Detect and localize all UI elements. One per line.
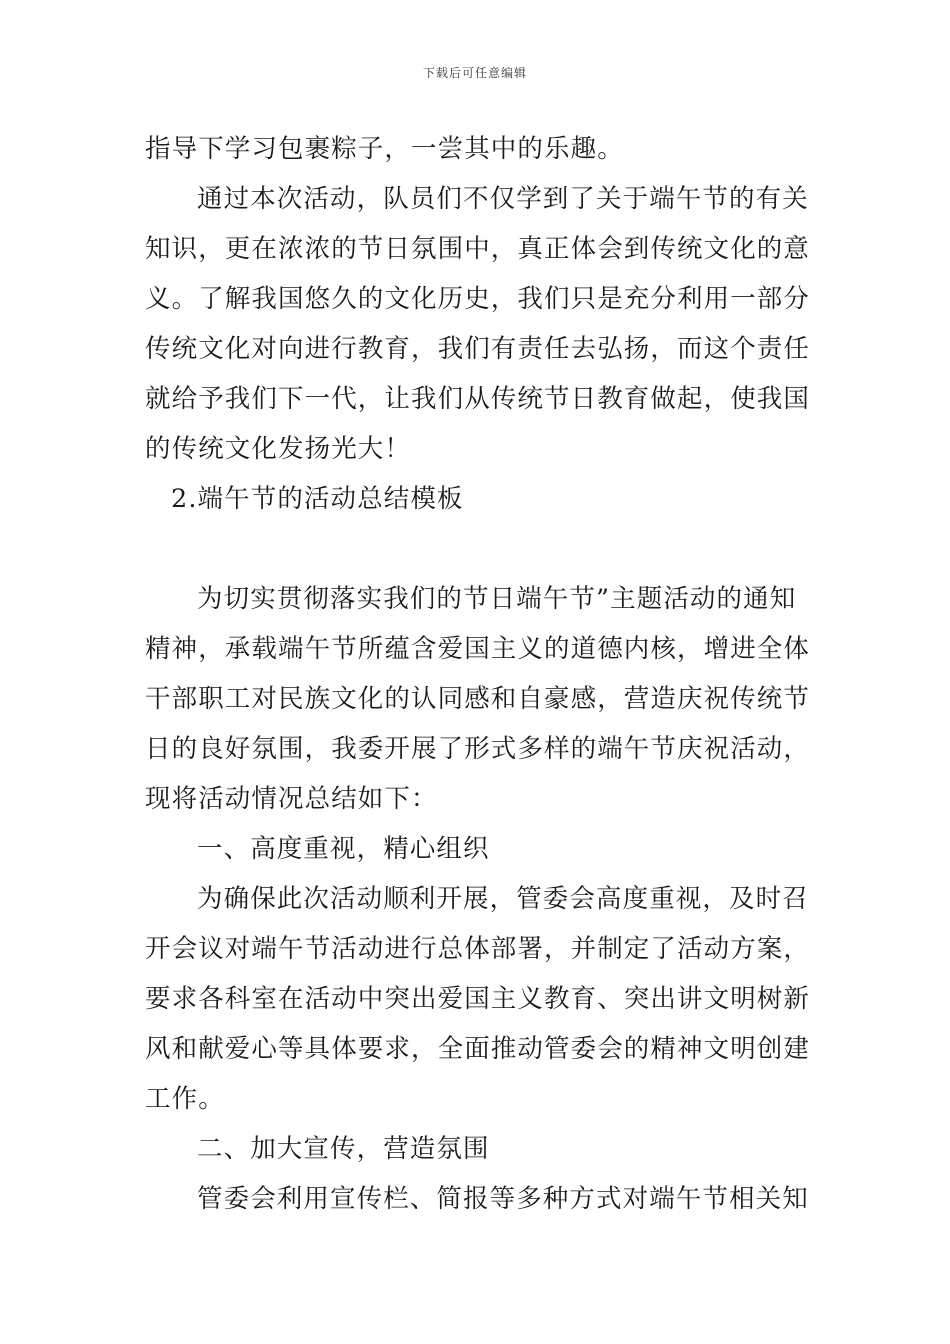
paragraph-line: 现将活动情况总结如下：: [145, 784, 438, 814]
paragraph-line: 工作。: [145, 1084, 225, 1114]
paragraph-line: 为切实贯彻落实我们的节日端午节”主题活动的通知: [197, 584, 797, 614]
paragraph-line: 日的良好氛围，我委开展了形式多样的端午节庆祝活动，: [145, 734, 811, 764]
subsection-heading: 一、高度重视，精心组织: [197, 834, 490, 864]
paragraph-line: 管委会利用宣传栏、简报等多种方式对端午节相关知: [197, 1184, 809, 1214]
paragraph-line: 干部职工对民族文化的认同感和自豪感，营造庆祝传统节: [145, 684, 811, 714]
paragraph-line: 通过本次活动，队员们不仅学到了关于端午节的有关: [197, 184, 809, 214]
paragraph-line: 就给予我们下一代，让我们从传统节日教育做起，使我国: [145, 384, 811, 414]
paragraph-line: 传统文化对向进行教育，我们有责任去弘扬，而这个责任: [145, 334, 811, 364]
subsection-heading: 二、加大宣传，营造氛围: [197, 1134, 490, 1164]
paragraph-line: 义。了解我国悠久的文化历史，我们只是充分利用一部分: [145, 284, 811, 314]
document-body: [145, 124, 811, 1224]
blank-line: [145, 524, 807, 574]
paragraph-line: 的传统文化发扬光大！: [145, 434, 412, 464]
page-header: 下载后可任意编辑: [422, 66, 527, 80]
paragraph-line: 精神，承载端午节所蕴含爱国主义的道德内核，增进全体: [145, 634, 811, 664]
paragraph-line: 风和献爱心等具体要求，全面推动管委会的精神文明创建: [145, 1034, 811, 1064]
paragraph-line: 为确保此次活动顺利开展，管委会高度重视，及时召: [197, 884, 809, 914]
paragraph-line: 开会议对端午节活动进行总体部署，并制定了活动方案，: [145, 934, 811, 964]
paragraph-line: 知识，更在浓浓的节日氛围中，真正体会到传统文化的意: [145, 234, 811, 264]
paragraph-line: 要求各科室在活动中突出爱国主义教育、突出讲文明树新: [145, 984, 811, 1014]
paragraph-line: 指导下学习包裹粽子，一尝其中的乐趣。: [145, 134, 624, 164]
section-heading: 2.端午节的活动总结模板: [171, 484, 464, 514]
